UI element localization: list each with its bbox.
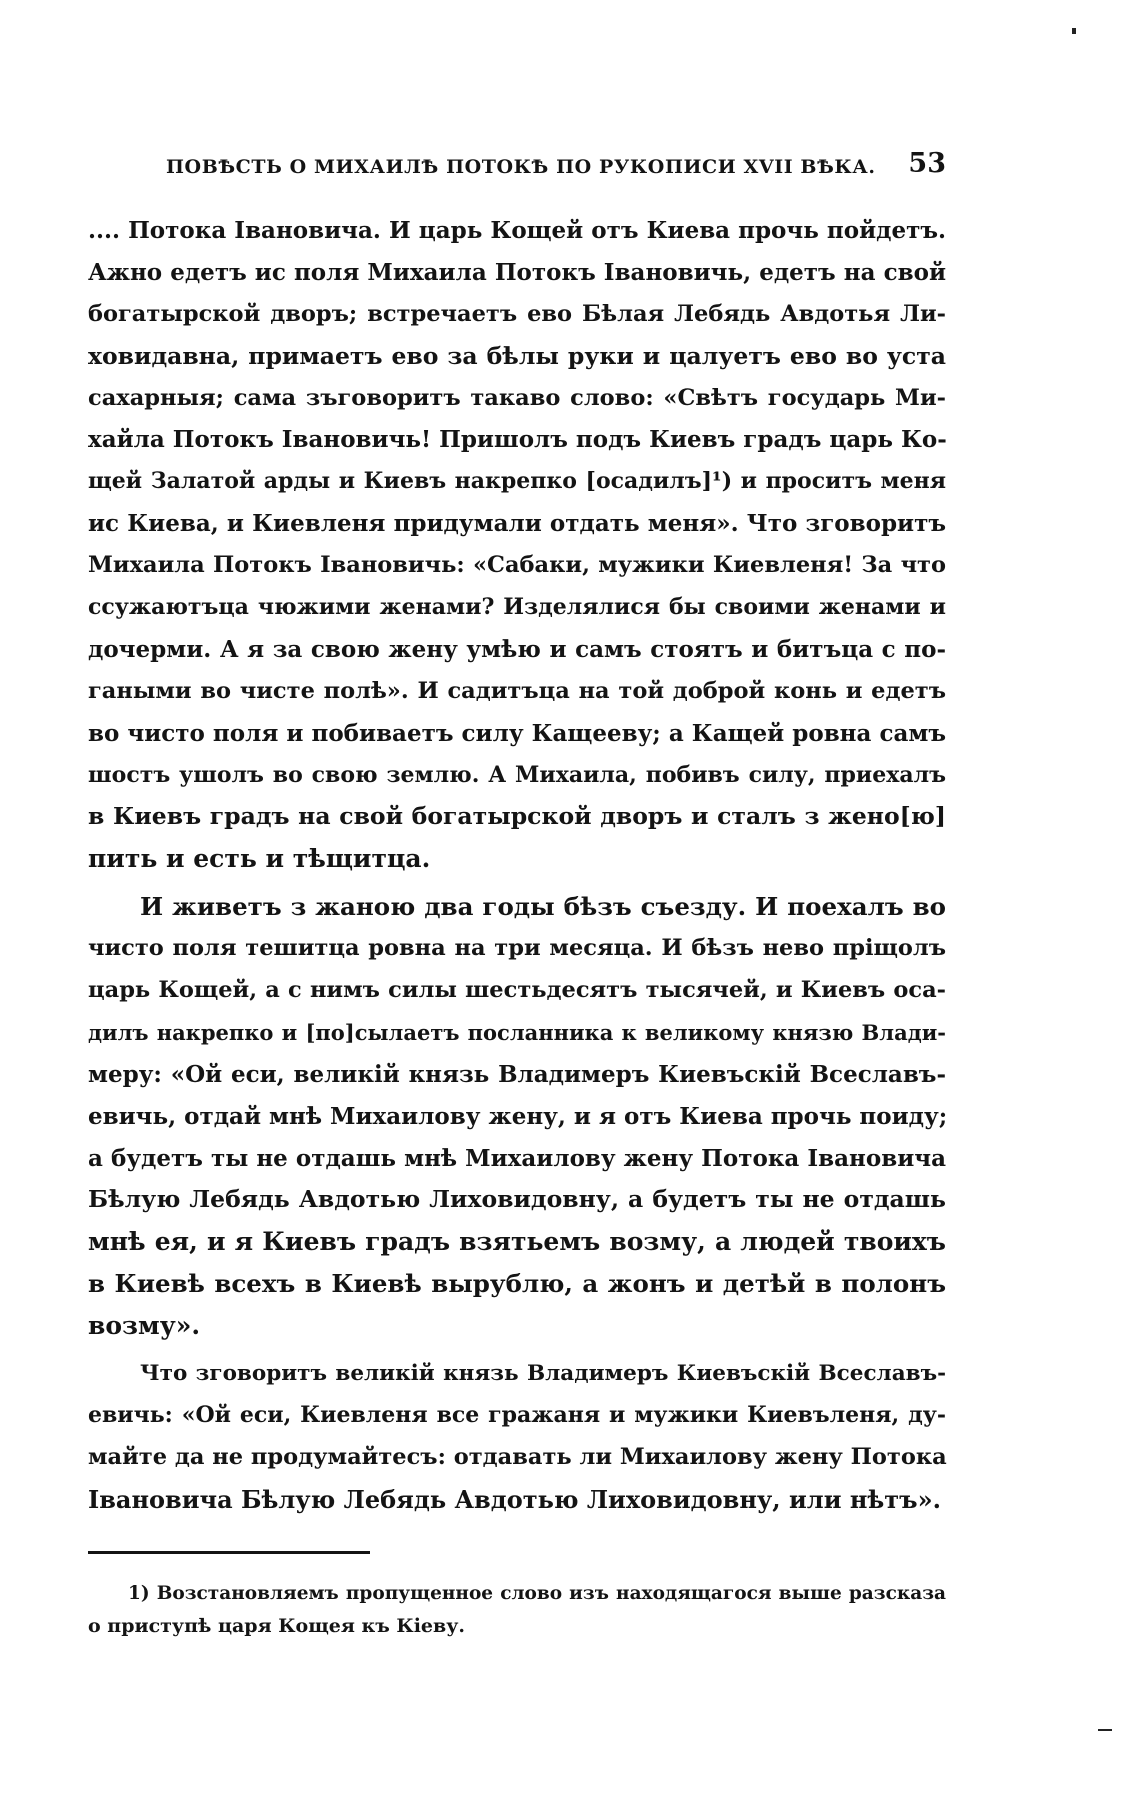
text-line: сахарныя; сама зъговоритъ такаво слово: «Свѣтъ государь Ми-	[88, 384, 946, 411]
text-line: ис Киева, и Киевленя придумали отдать меня». Что зговоритъ	[88, 510, 946, 538]
footnote-line: о приступѣ царя Кощея къ Кіеву.	[88, 1615, 465, 1637]
text-line: ссужаютъца чюжими женами? Изделялися бы своими женами и	[88, 594, 946, 621]
text-line: .... Потока Івановича. И царь Кощей отъ Киева прочь пойдетъ.	[88, 217, 946, 244]
text-line: гаными во чисте полѣ». И садитъца на той доброй конь и едетъ	[88, 677, 946, 704]
page-number: 53	[908, 148, 946, 179]
text-line: Михаила Потокъ Івановичь: «Сабаки, мужики Киевленя! За что	[88, 552, 946, 579]
scan-speck	[1072, 28, 1076, 34]
text-line: И живетъ з жаною два годы бѣзъ съезду. И поехалъ во	[140, 892, 946, 922]
text-line: меру: «Ой еси, великій князь Владимеръ Киевъскій Всеславъ-	[88, 1060, 946, 1088]
footnote-line: 1) Возстановляемъ пропущенное слово изъ находящагося выше разсказа	[128, 1583, 946, 1604]
running-head: ПОВѢСТЬ О МИХАИЛѢ ПОТОКѢ ПО РУКОПИСИ XVII ВѢКА.	[166, 156, 876, 178]
text-line: во чисто поля и побиваетъ силу Кащееву; а Кащей ровна самъ	[88, 719, 946, 747]
text-line: дилъ накрепко и [по]сылаетъ посланника к великому князю Влади-	[88, 1019, 946, 1045]
text-line: Бѣлую Лебядь Авдотью Лиховидовну, а будетъ ты не отдашь	[88, 1185, 946, 1214]
page-header	[88, 148, 946, 188]
text-line: в Киевъ градъ на свой богатырской дворъ и сталъ з жено[ю]	[88, 802, 946, 831]
footnote	[88, 1578, 946, 1642]
text-line: дочерми. А я за свою жену умѣю и самъ стоятъ и битъца с по-	[88, 635, 946, 663]
text-line: царь Кощей, а с нимъ силы шестьдесятъ тысячей, и Киевъ оса-	[88, 977, 946, 1004]
text-line: евичь, отдай мнѣ Михаилову жену, и я отъ Киева прочь поиду;	[88, 1102, 948, 1130]
text-line: Івановича Бѣлую Лебядь Авдотью Лиховидовну, или нѣтъ».	[88, 1484, 941, 1514]
text-line: в Киевѣ всехъ в Киевѣ вырублю, а жонъ и детѣй в полонъ	[88, 1269, 946, 1299]
text-line: майте да не продумайтесъ: отдавать ли Михаилову жену Потока	[88, 1443, 947, 1470]
text-line: богатырской дворъ; встречаетъ ево Бѣлая Лебядь Авдотья Ли-	[88, 300, 946, 327]
text-line: хайла Потокъ Івановичь! Пришолъ подъ Киевъ градъ царь Ко-	[88, 426, 947, 454]
text-line: а будетъ ты не отдашь мнѣ Михаилову жену Потока Івановича	[88, 1144, 946, 1172]
scan-speck	[1098, 1729, 1112, 1731]
text-line: возму».	[88, 1311, 201, 1341]
text-line: мнѣ ея, и я Киевъ градъ взятьемъ возму, а людей твоихъ	[88, 1227, 946, 1257]
text-line: Что зговоритъ великій князь Владимеръ Киевъскій Всеславъ-	[140, 1361, 946, 1387]
body-text	[88, 210, 946, 1521]
text-line: шостъ ушолъ во свою землю. А Михаила, побивъ силу, приехалъ	[88, 761, 946, 788]
text-line: пить и есть и тѣщитца.	[88, 844, 431, 874]
text-line: евичь: «Ой еси, Киевленя все гражаня и мужики Киевъленя, ду-	[88, 1401, 946, 1428]
footnote-rule	[88, 1551, 370, 1554]
text-line: ховидавна, примаетъ ево за бѣлы руки и цалуетъ ево во уста	[88, 341, 946, 370]
text-line: Ажно едетъ ис поля Михаила Потокъ Івановичь, едетъ на свой	[88, 258, 946, 286]
text-line: чисто поля тешитца ровна на три месяца. И бѣзъ нево пріщолъ	[88, 935, 946, 962]
text-line: щей Залатой арды и Киевъ накрепко [осадилъ]¹) и проситъ меня	[88, 468, 946, 495]
